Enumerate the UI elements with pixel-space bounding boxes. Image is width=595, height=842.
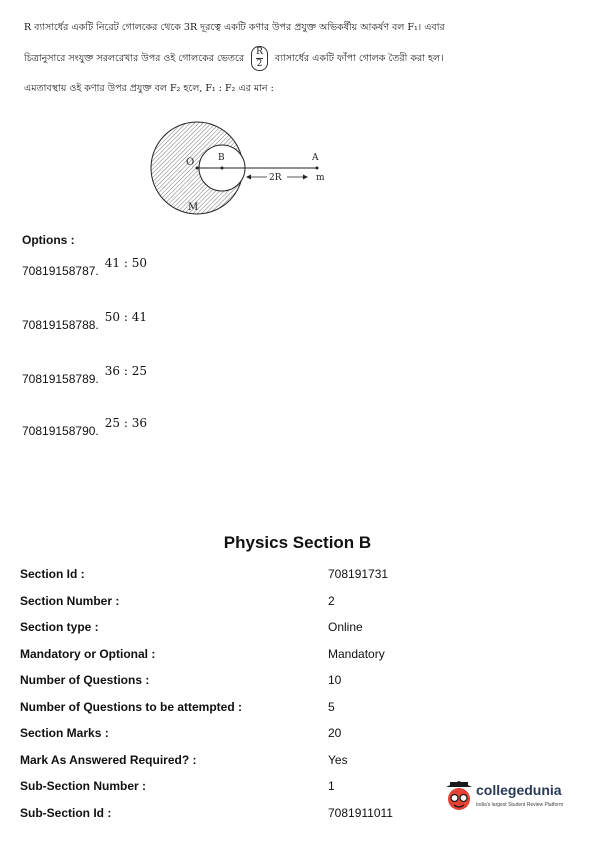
option-1[interactable] xyxy=(22,256,147,278)
option-value: 36 : 25 xyxy=(104,364,147,378)
fraction-numerator: R xyxy=(256,47,263,57)
label-m: m xyxy=(316,173,325,183)
info-key: Number of Questions to be attempted : xyxy=(20,700,243,714)
option-value: 50 : 41 xyxy=(104,310,147,324)
label-2R: 2R xyxy=(269,173,282,183)
question-line-1: R ব্যাসার্ধের একটি নিরেট গোলকের থেকে 3R দূরত্বে একটি কণার উপর প্রযুক্ত অভিকর্ষীয় আকর্ষণ বল F₁। এবার xyxy=(24,22,445,33)
sphere-figure xyxy=(150,112,340,226)
mascot-icon xyxy=(444,780,474,816)
info-key: Mandatory or Optional : xyxy=(20,647,156,661)
info-key: Section Marks : xyxy=(20,726,109,740)
brand-name: collegedunia xyxy=(476,782,562,798)
fraction-denominator: 2 xyxy=(256,59,263,69)
section-title: Physics Section B xyxy=(223,533,372,552)
label-O: O xyxy=(186,157,195,168)
info-value: Mandatory xyxy=(328,647,385,661)
label-A: A xyxy=(312,153,319,163)
option-id: 70819158788. xyxy=(22,318,99,332)
sphere-diagram xyxy=(150,112,340,222)
arrow-right-head xyxy=(303,175,308,180)
info-key: Sub-Section Id : xyxy=(20,806,112,820)
label-B: B xyxy=(218,153,225,163)
radius-fraction xyxy=(251,46,268,71)
info-key: Section Number : xyxy=(20,594,120,608)
option-id: 70819158790. xyxy=(22,424,99,438)
option-id: 70819158787. xyxy=(22,264,99,278)
info-key: Section Id : xyxy=(20,567,85,581)
info-value: 5 xyxy=(328,700,335,714)
info-key: Number of Questions : xyxy=(20,673,150,687)
point-B xyxy=(221,167,224,170)
option-id: 70819158789. xyxy=(22,372,99,386)
info-value: 708191731 xyxy=(328,567,389,581)
info-value: 20 xyxy=(328,726,342,740)
brand-tagline: India's largest Student Review Platform xyxy=(476,802,564,808)
info-value: 7081911011 xyxy=(328,806,393,820)
info-value: Yes xyxy=(328,753,348,767)
option-2[interactable] xyxy=(22,310,147,332)
info-key: Sub-Section Number : xyxy=(20,779,147,793)
option-value: 41 : 50 xyxy=(104,256,147,270)
arrow-left-head xyxy=(246,175,251,180)
collegedunia-logo xyxy=(444,780,574,820)
question-line-2-pre: চিত্রানুসারে সংযুক্ত সরলরেখার উপর ওই গোলকের ভেতরে xyxy=(24,53,245,64)
point-A xyxy=(316,167,319,170)
info-value: 10 xyxy=(328,673,342,687)
question-line-3: এমতাবস্থায় ওই কণার উপর প্রযুক্ত বল F₂ হলে, F₁ : F₂ এর মান : xyxy=(24,83,274,94)
option-4[interactable] xyxy=(22,416,147,438)
label-M: M xyxy=(188,202,199,213)
info-value: Online xyxy=(328,620,363,634)
info-key: Mark As Answered Required? : xyxy=(20,753,197,767)
info-key: Section type : xyxy=(20,620,99,634)
options-heading: Options : xyxy=(22,233,75,247)
point-O xyxy=(196,167,199,170)
option-value: 25 : 36 xyxy=(104,416,147,430)
info-value: 1 xyxy=(328,779,335,793)
question-line-2-post: ব্যাসার্ধের একটি ফাঁপা গোলক তৈরী করা হল। xyxy=(274,53,444,64)
question-line-2 xyxy=(24,46,443,71)
option-3[interactable] xyxy=(22,364,147,386)
info-value: 2 xyxy=(328,594,335,608)
